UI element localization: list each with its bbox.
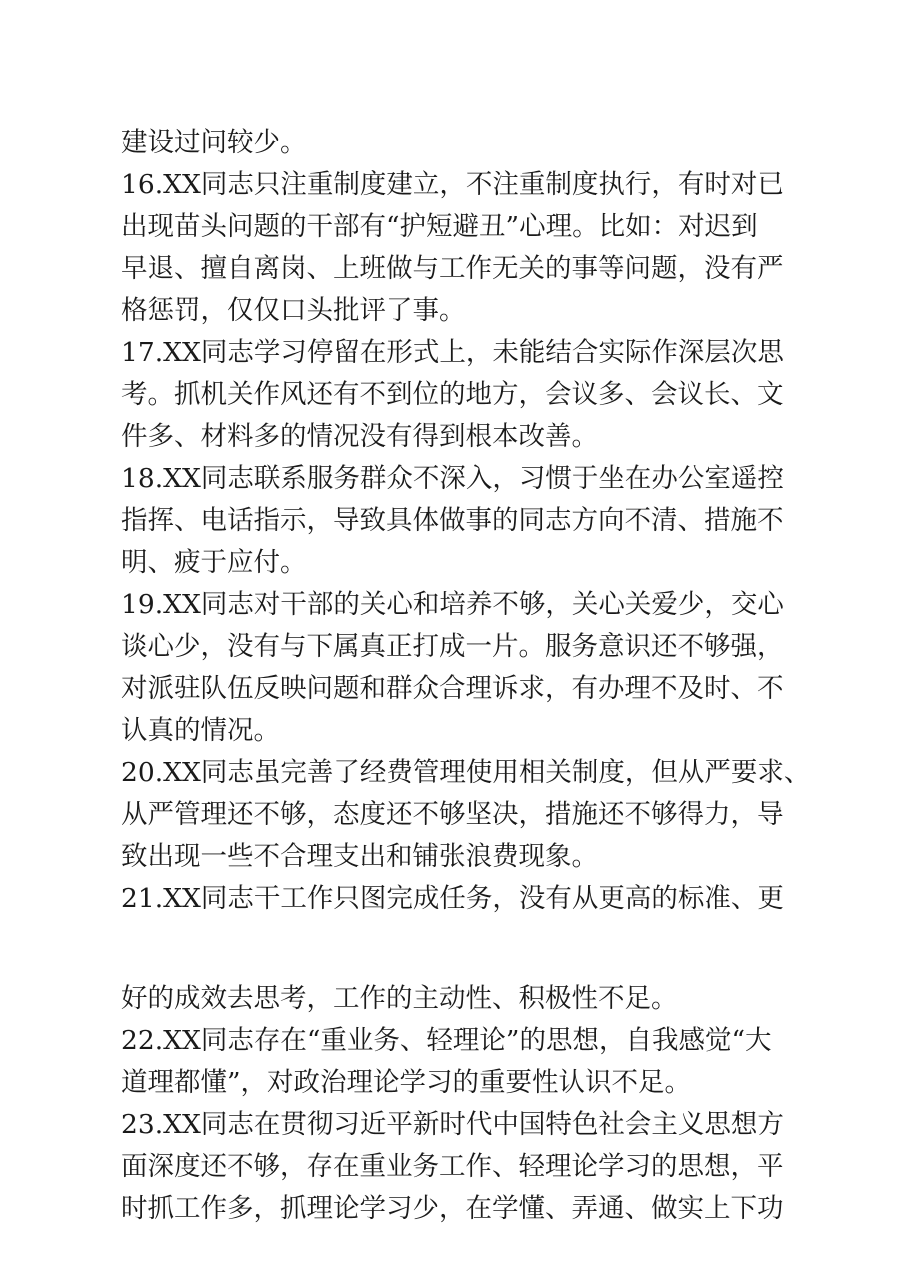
text-line: 考。抓机关作风还有不到位的地方，会议多、会议长、文 bbox=[121, 379, 784, 410]
text-line: 20.XX同志虽完善了经费管理使用相关制度，但从严要求、 bbox=[121, 757, 811, 788]
text-line: 19.XX同志对干部的关心和培养不够，关心关爱少，交心 bbox=[121, 589, 784, 620]
text-line: 23.XX同志在贯彻习近平新时代中国特色社会主义思想方 bbox=[121, 1109, 784, 1140]
document-body bbox=[121, 122, 811, 1230]
text-line: 出现苗头问题的干部有“护短避丑”心理。比如：对迟到 bbox=[121, 211, 758, 242]
text-line: 从严管理还不够，态度还不够坚决，措施还不够得力，导 bbox=[121, 799, 784, 830]
text-line: 22.XX同志存在“重业务、轻理论”的思想，自我感觉“大 bbox=[121, 1025, 772, 1056]
text-line: 格惩罚，仅仅口头批评了事。 bbox=[121, 295, 466, 326]
paragraph-gap bbox=[121, 920, 811, 978]
text-line: 对派驻队伍反映问题和群众合理诉求，有办理不及时、不 bbox=[121, 673, 784, 704]
text-line: 面深度还不够，存在重业务工作、轻理论学习的思想，平 bbox=[121, 1151, 784, 1182]
text-line: 21.XX同志干工作只图完成任务，没有从更高的标准、更 bbox=[121, 883, 784, 914]
text-line: 明、疲于应付。 bbox=[121, 547, 307, 578]
text-line: 建设过问较少。 bbox=[121, 127, 307, 158]
text-line: 好的成效去思考，工作的主动性、积极性不足。 bbox=[121, 983, 678, 1014]
text-line: 指挥、电话指示，导致具体做事的同志方向不清、措施不 bbox=[121, 505, 784, 536]
text-line: 时抓工作多，抓理论学习少，在学懂、弄通、做实上下功 bbox=[121, 1193, 784, 1224]
text-line: 致出现一些不合理支出和铺张浪费现象。 bbox=[121, 841, 598, 872]
text-line: 认真的情况。 bbox=[121, 715, 280, 746]
text-line: 16.XX同志只注重制度建立，不注重制度执行，有时对已 bbox=[121, 169, 784, 200]
text-line: 件多、材料多的情况没有得到根本改善。 bbox=[121, 421, 598, 452]
text-line: 18.XX同志联系服务群众不深入，习惯于坐在办公室遥控 bbox=[121, 463, 784, 494]
text-line: 谈心少，没有与下属真正打成一片。服务意识还不够强， bbox=[121, 631, 784, 662]
text-line: 17.XX同志学习停留在形式上，未能结合实际作深层次思 bbox=[121, 337, 784, 368]
text-line: 早退、擅自离岗、上班做与工作无关的事等问题，没有严 bbox=[121, 253, 784, 284]
text-line: 道理都懂”，对政治理论学习的重要性认识不足。 bbox=[121, 1067, 692, 1098]
